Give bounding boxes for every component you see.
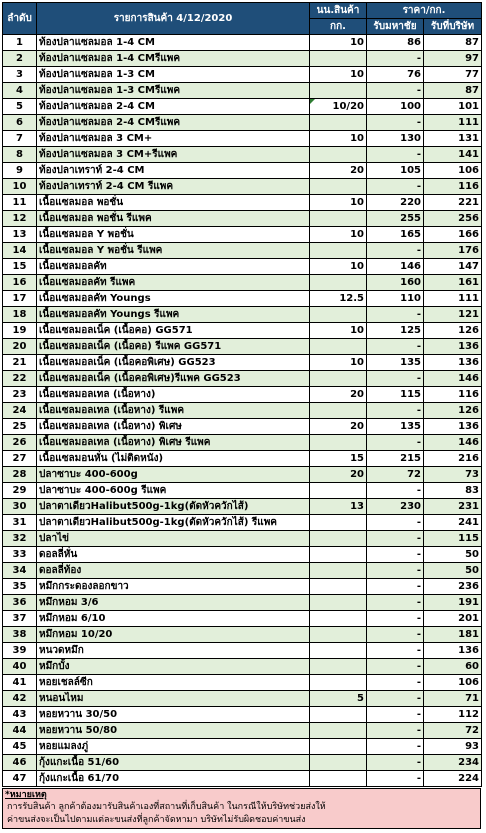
- table-row: [3, 707, 482, 723]
- price-mahachai: -: [367, 771, 424, 787]
- price-company: 241: [424, 515, 482, 531]
- item-weight: 10: [310, 195, 367, 211]
- table-row: [3, 579, 482, 595]
- price-mahachai: 130: [367, 131, 424, 147]
- price-company: 87: [424, 35, 482, 51]
- price-company: 93: [424, 739, 482, 755]
- remark-box: [2, 788, 481, 829]
- item-weight: 13: [310, 499, 367, 515]
- item-weight: 20: [310, 419, 367, 435]
- price-company: 161: [424, 275, 482, 291]
- price-mahachai: -: [367, 627, 424, 643]
- item-weight: [310, 371, 367, 387]
- table-row: [3, 259, 482, 275]
- item-weight: [310, 707, 367, 723]
- row-number: 36: [3, 595, 37, 611]
- item-weight: [310, 611, 367, 627]
- price-company: 116: [424, 179, 482, 195]
- item-weight: [310, 83, 367, 99]
- table-row: [3, 771, 482, 787]
- item-weight: [310, 115, 367, 131]
- item-weight: 10: [310, 35, 367, 51]
- item-name: ปลาซาบะ 400-600g: [37, 467, 310, 483]
- remark-title: *หมายเหตุ: [5, 790, 47, 800]
- row-number: 28: [3, 467, 37, 483]
- price-mahachai: -: [367, 115, 424, 131]
- item-name: หอยเชลล์ซีก: [37, 675, 310, 691]
- table-row: [3, 499, 482, 515]
- price-mahachai: 72: [367, 467, 424, 483]
- price-company: 136: [424, 643, 482, 659]
- item-weight: [310, 643, 367, 659]
- table-row: [3, 243, 482, 259]
- item-name: เนื้อแซลมอลเน็ค (เนื้อคอ) รีแพค GG571: [37, 339, 310, 355]
- price-company: 50: [424, 547, 482, 563]
- item-name: ดอลลี่หั่น: [37, 547, 310, 563]
- price-company: 256: [424, 211, 482, 227]
- price-mahachai: -: [367, 611, 424, 627]
- item-weight: 10/20: [310, 99, 367, 115]
- item-weight: 10: [310, 227, 367, 243]
- row-number: 15: [3, 259, 37, 275]
- price-mahachai: -: [367, 739, 424, 755]
- row-number: 40: [3, 659, 37, 675]
- table-row: [3, 531, 482, 547]
- item-weight: 20: [310, 467, 367, 483]
- row-number: 17: [3, 291, 37, 307]
- item-weight: 10: [310, 67, 367, 83]
- price-company: 176: [424, 243, 482, 259]
- row-number: 42: [3, 691, 37, 707]
- table-row: [3, 355, 482, 371]
- item-weight: 10: [310, 259, 367, 275]
- item-name: เนื้อแซลมอลคัท Youngs รีแพค: [37, 307, 310, 323]
- price-company: 72: [424, 723, 482, 739]
- row-number: 4: [3, 83, 37, 99]
- item-name: เนื้อแซลมอลเทล (เนื้อหาง) พิเศษ: [37, 419, 310, 435]
- row-number: 22: [3, 371, 37, 387]
- cell-comment-marker: [310, 99, 315, 104]
- row-number: 29: [3, 483, 37, 499]
- price-company: 147: [424, 259, 482, 275]
- row-number: 31: [3, 515, 37, 531]
- item-weight: [310, 755, 367, 771]
- price-mahachai: -: [367, 707, 424, 723]
- price-company: 115: [424, 531, 482, 547]
- price-company: 136: [424, 355, 482, 371]
- item-name: หมึกหอม 6/10: [37, 611, 310, 627]
- price-company: 60: [424, 659, 482, 675]
- row-number: 26: [3, 435, 37, 451]
- price-mahachai: 160: [367, 275, 424, 291]
- row-number: 45: [3, 739, 37, 755]
- price-mahachai: 135: [367, 419, 424, 435]
- table-row: [3, 67, 482, 83]
- table-row: [3, 611, 482, 627]
- item-name: ท้องปลาแซลมอล 1-3 CM: [37, 67, 310, 83]
- item-name: กุ้งแกะเนื้อ 61/70: [37, 771, 310, 787]
- item-weight: [310, 675, 367, 691]
- price-company: 83: [424, 483, 482, 499]
- item-weight: [310, 179, 367, 195]
- price-company: 141: [424, 147, 482, 163]
- table-row: [3, 483, 482, 499]
- item-name: เนื้อแซลมอลเน็ค (เนื้อคอพิเศษ) GG523: [37, 355, 310, 371]
- item-weight: [310, 739, 367, 755]
- item-weight: [310, 515, 367, 531]
- price-company: 106: [424, 675, 482, 691]
- item-weight: [310, 275, 367, 291]
- item-weight: 20: [310, 163, 367, 179]
- price-company: 116: [424, 387, 482, 403]
- item-name: เนื้อแซลมอลเน็ค (เนื้อคอ) GG571: [37, 323, 310, 339]
- item-name: เนื้อแซลมอล Y พอชั่น: [37, 227, 310, 243]
- price-mahachai: -: [367, 579, 424, 595]
- table-row: [3, 99, 482, 115]
- price-company: 77: [424, 67, 482, 83]
- price-mahachai: -: [367, 515, 424, 531]
- item-name: เนื้อแซลมอนหั่น (ไม่ติดหนัง): [37, 451, 310, 467]
- item-name: หมึกหอม 3/6: [37, 595, 310, 611]
- table-row: [3, 339, 482, 355]
- price-mahachai: 125: [367, 323, 424, 339]
- row-number: 23: [3, 387, 37, 403]
- price-company: 136: [424, 339, 482, 355]
- price-mahachai: -: [367, 179, 424, 195]
- item-name: เนื้อแซลมอล พอชั่น รีแพค: [37, 211, 310, 227]
- table-row: [3, 627, 482, 643]
- item-name: ท้องปลาแซลมอล 2-4 CMรีแพค: [37, 115, 310, 131]
- item-name: เนื้อแซลมอลเทล (เนื้อหาง): [37, 387, 310, 403]
- item-name: ท้องปลาเทราท์ 2-4 CM: [37, 163, 310, 179]
- price-company: 221: [424, 195, 482, 211]
- table-row: [3, 563, 482, 579]
- price-mahachai: 105: [367, 163, 424, 179]
- table-row: [3, 115, 482, 131]
- price-company: 97: [424, 51, 482, 67]
- price-mahachai: -: [367, 675, 424, 691]
- item-weight: [310, 483, 367, 499]
- item-weight: [310, 723, 367, 739]
- row-number: 43: [3, 707, 37, 723]
- price-company: 201: [424, 611, 482, 627]
- price-sheet: [2, 2, 482, 787]
- item-name: ท้องปลาแซลมอล 3 CM+: [37, 131, 310, 147]
- table-row: [3, 403, 482, 419]
- price-mahachai: -: [367, 691, 424, 707]
- row-number: 14: [3, 243, 37, 259]
- item-weight: [310, 595, 367, 611]
- table-row: [3, 723, 482, 739]
- price-company: 191: [424, 595, 482, 611]
- item-name: ท้องปลาแซลมอล 3 CM+รีแพค: [37, 147, 310, 163]
- item-name: หอยแมลงภู่: [37, 739, 310, 755]
- table-row: [3, 643, 482, 659]
- item-name: ท้องปลาแซลมอล 1-3 CMรีแพค: [37, 83, 310, 99]
- item-name: หมึกบั้ง: [37, 659, 310, 675]
- item-weight: [310, 307, 367, 323]
- row-number: 21: [3, 355, 37, 371]
- row-number: 18: [3, 307, 37, 323]
- price-mahachai: -: [367, 51, 424, 67]
- price-company: 126: [424, 403, 482, 419]
- item-weight: [310, 579, 367, 595]
- row-number: 24: [3, 403, 37, 419]
- row-number: 46: [3, 755, 37, 771]
- table-row: [3, 675, 482, 691]
- row-number: 20: [3, 339, 37, 355]
- table-row: [3, 51, 482, 67]
- table-row: [3, 547, 482, 563]
- row-number: 3: [3, 67, 37, 83]
- item-weight: [310, 339, 367, 355]
- price-company: 73: [424, 467, 482, 483]
- price-mahachai: 135: [367, 355, 424, 371]
- row-number: 35: [3, 579, 37, 595]
- table-row: [3, 467, 482, 483]
- table-row: [3, 195, 482, 211]
- row-number: 32: [3, 531, 37, 547]
- item-name: กุ้งแกะเนื้อ 51/60: [37, 755, 310, 771]
- item-name: ดอลลี่ท้อง: [37, 563, 310, 579]
- row-number: 37: [3, 611, 37, 627]
- price-mahachai: -: [367, 435, 424, 451]
- item-weight: 5: [310, 691, 367, 707]
- table-row: [3, 323, 482, 339]
- header-price-company: รับที่บริษัท: [424, 19, 482, 35]
- price-mahachai: -: [367, 339, 424, 355]
- price-mahachai: -: [367, 243, 424, 259]
- row-number: 38: [3, 627, 37, 643]
- table-row: [3, 307, 482, 323]
- price-company: 234: [424, 755, 482, 771]
- table-row: [3, 83, 482, 99]
- row-number: 1: [3, 35, 37, 51]
- item-name: ท้องปลาแซลมอล 1-4 CMรีแพค: [37, 51, 310, 67]
- item-name: ท้องปลาแซลมอล 1-4 CM: [37, 35, 310, 51]
- row-number: 39: [3, 643, 37, 659]
- item-weight: 10: [310, 323, 367, 339]
- price-mahachai: 146: [367, 259, 424, 275]
- price-company: 146: [424, 435, 482, 451]
- row-number: 16: [3, 275, 37, 291]
- item-weight: [310, 147, 367, 163]
- row-number: 34: [3, 563, 37, 579]
- price-mahachai: 230: [367, 499, 424, 515]
- row-number: 11: [3, 195, 37, 211]
- price-company: 136: [424, 419, 482, 435]
- item-weight: 20: [310, 387, 367, 403]
- row-number: 10: [3, 179, 37, 195]
- price-company: 236: [424, 579, 482, 595]
- item-weight: 15: [310, 451, 367, 467]
- item-name: เนื้อแซลมอลเทล (เนื้อหาง) รีแพค: [37, 403, 310, 419]
- price-company: 146: [424, 371, 482, 387]
- price-mahachai: -: [367, 659, 424, 675]
- table-row: [3, 163, 482, 179]
- item-weight: [310, 563, 367, 579]
- price-company: 106: [424, 163, 482, 179]
- item-weight: [310, 531, 367, 547]
- item-weight: 12.5: [310, 291, 367, 307]
- row-number: 41: [3, 675, 37, 691]
- item-weight: [310, 547, 367, 563]
- table-row: [3, 227, 482, 243]
- price-company: 111: [424, 291, 482, 307]
- item-name: หนอนไหม: [37, 691, 310, 707]
- table-row: [3, 179, 482, 195]
- price-company: 216: [424, 451, 482, 467]
- table-row: [3, 691, 482, 707]
- header-weight: นน.สินค้า: [310, 3, 367, 19]
- price-mahachai: -: [367, 483, 424, 499]
- price-company: 224: [424, 771, 482, 787]
- price-mahachai: -: [367, 755, 424, 771]
- price-mahachai: -: [367, 403, 424, 419]
- header-no: ลำดับ: [3, 3, 37, 35]
- price-mahachai: -: [367, 307, 424, 323]
- price-mahachai: -: [367, 563, 424, 579]
- item-name: หนวดหมึก: [37, 643, 310, 659]
- table-row: [3, 35, 482, 51]
- item-name: เนื้อแซลมอลคัท Youngs: [37, 291, 310, 307]
- item-name: ปลาตาเดียวHalibut500g-1kg(ตัดหัวควักไส้) รีแพค: [37, 515, 310, 531]
- row-number: 44: [3, 723, 37, 739]
- price-mahachai: -: [367, 83, 424, 99]
- row-number: 5: [3, 99, 37, 115]
- table-row: [3, 131, 482, 147]
- item-name: ท้องปลาเทราท์ 2-4 CM รีแพค: [37, 179, 310, 195]
- price-mahachai: -: [367, 371, 424, 387]
- price-company: 87: [424, 83, 482, 99]
- row-number: 12: [3, 211, 37, 227]
- table-row: [3, 515, 482, 531]
- price-company: 166: [424, 227, 482, 243]
- item-name: เนื้อแซลมอล Y พอชั่น รีแพค: [37, 243, 310, 259]
- row-number: 2: [3, 51, 37, 67]
- row-number: 33: [3, 547, 37, 563]
- price-mahachai: -: [367, 643, 424, 659]
- table-row: [3, 211, 482, 227]
- item-name: เนื้อแซลมอลคัท: [37, 259, 310, 275]
- row-number: 30: [3, 499, 37, 515]
- remark-line-2: ค่าขนส่งจะเป็นไปตามแต่ละขนส่งที่ลูกค้าจัดหามา บริษัทไม่รับผิดชอบค่าขนส่ง: [7, 815, 306, 825]
- header-price-mahachai: รับมหาชัย: [367, 19, 424, 35]
- item-weight: [310, 627, 367, 643]
- item-name: หมึกกระดองลอกขาว: [37, 579, 310, 595]
- item-name: หอยหวาน 30/50: [37, 707, 310, 723]
- table-row: [3, 291, 482, 307]
- item-name: เนื้อแซลมอลเทล (เนื้อหาง) พิเศษ รีแพค: [37, 435, 310, 451]
- price-company: 181: [424, 627, 482, 643]
- price-mahachai: 110: [367, 291, 424, 307]
- item-name: ปลาตาเดียวHalibut500g-1kg(ตัดหัวควักไส้): [37, 499, 310, 515]
- table-row: [3, 595, 482, 611]
- price-company: 101: [424, 99, 482, 115]
- table-row: [3, 147, 482, 163]
- row-number: 7: [3, 131, 37, 147]
- price-mahachai: -: [367, 595, 424, 611]
- remark-line-1: การรับสินค้า ลูกค้าต้องมารับสินค้าเองที่สถานที่เก็บสินค้า ในกรณีให้บริษัทช่วยส่งให้: [7, 802, 326, 812]
- table-row: [3, 275, 482, 291]
- table-row: [3, 659, 482, 675]
- row-number: 25: [3, 419, 37, 435]
- price-mahachai: -: [367, 531, 424, 547]
- table-row: [3, 435, 482, 451]
- item-weight: 10: [310, 131, 367, 147]
- row-number: 6: [3, 115, 37, 131]
- item-weight: [310, 771, 367, 787]
- row-number: 27: [3, 451, 37, 467]
- price-company: 121: [424, 307, 482, 323]
- price-mahachai: 115: [367, 387, 424, 403]
- header-price: ราคา/กก.: [367, 3, 482, 19]
- price-mahachai: 165: [367, 227, 424, 243]
- header-weight-unit: กก.: [310, 19, 367, 35]
- price-company: 131: [424, 131, 482, 147]
- table-row: [3, 371, 482, 387]
- price-mahachai: 86: [367, 35, 424, 51]
- item-name: เนื้อแซลมอลคัท รีแพค: [37, 275, 310, 291]
- price-mahachai: -: [367, 723, 424, 739]
- price-mahachai: -: [367, 547, 424, 563]
- item-weight: 10: [310, 355, 367, 371]
- price-mahachai: -: [367, 147, 424, 163]
- item-weight: [310, 51, 367, 67]
- price-company: 71: [424, 691, 482, 707]
- table-row: [3, 387, 482, 403]
- item-name: เนื้อแซลมอลเน็ค (เนื้อคอพิเศษ)รีแพค GG523: [37, 371, 310, 387]
- price-company: 126: [424, 323, 482, 339]
- price-mahachai: 215: [367, 451, 424, 467]
- price-mahachai: 76: [367, 67, 424, 83]
- table-row: [3, 419, 482, 435]
- price-mahachai: 220: [367, 195, 424, 211]
- row-number: 8: [3, 147, 37, 163]
- item-name: หอยหวาน 50/80: [37, 723, 310, 739]
- item-name: เนื้อแซลมอล พอชั่น: [37, 195, 310, 211]
- item-name: หมึกหอม 10/20: [37, 627, 310, 643]
- price-mahachai: 100: [367, 99, 424, 115]
- table-row: [3, 755, 482, 771]
- table-row: [3, 451, 482, 467]
- price-company: 111: [424, 115, 482, 131]
- price-company: 50: [424, 563, 482, 579]
- row-number: 13: [3, 227, 37, 243]
- item-name: ปลาซาบะ 400-600g รีแพค: [37, 483, 310, 499]
- item-name: ท้องปลาแซลมอล 2-4 CM: [37, 99, 310, 115]
- table-row: [3, 739, 482, 755]
- row-number: 47: [3, 771, 37, 787]
- price-company: 112: [424, 707, 482, 723]
- item-weight: [310, 403, 367, 419]
- item-name: ปลาไข่: [37, 531, 310, 547]
- item-weight: [310, 659, 367, 675]
- header-item: รายการสินค้า 4/12/2020: [37, 3, 310, 35]
- price-mahachai: 255: [367, 211, 424, 227]
- row-number: 19: [3, 323, 37, 339]
- item-weight: [310, 211, 367, 227]
- price-table: [2, 2, 482, 787]
- item-weight: [310, 243, 367, 259]
- item-weight: [310, 435, 367, 451]
- price-company: 231: [424, 499, 482, 515]
- row-number: 9: [3, 163, 37, 179]
